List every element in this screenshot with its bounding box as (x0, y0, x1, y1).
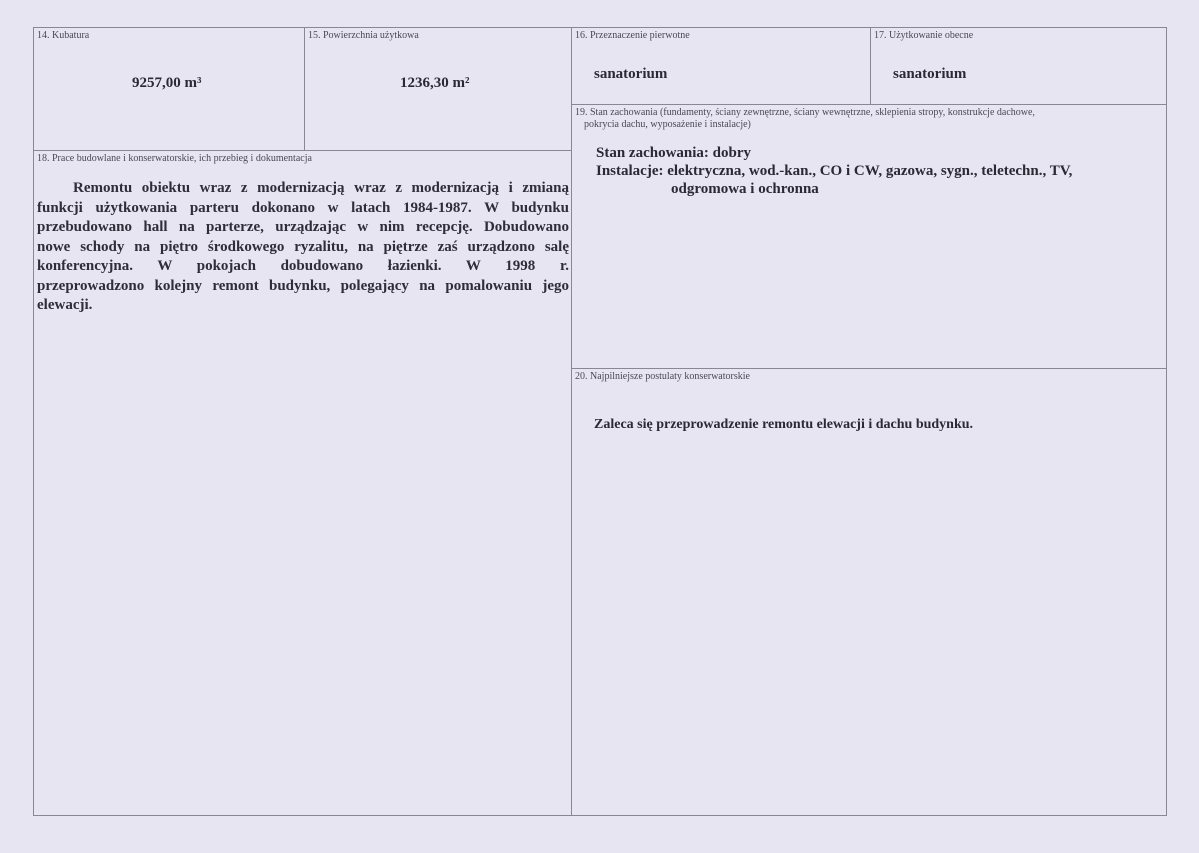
field-20-postulaty (571, 368, 1167, 816)
field-value: 9257,00 m³ (132, 75, 202, 91)
field-label: 18. Prace budowlane i konserwatorskie, ich przebieg i dokumentacja (37, 153, 312, 164)
field-label: 17. Użytkowanie obecne (874, 30, 974, 41)
installations-text-cont: odgromowa i ochronna (671, 181, 819, 197)
field-label: 15. Powierzchnia użytkowa (308, 30, 419, 41)
condition-text: Stan zachowania: dobry (596, 145, 752, 161)
text-line: Remontu obiektu wraz z modernizacją wraz z modernizacją i zmianą (73, 180, 569, 196)
field-17-uzytkowanie (870, 27, 1167, 105)
installations-text: Instalacje: elektryczna, wod.-kan., CO i CW, gazowa, sygn., teletechn., TV, (596, 163, 1073, 179)
field-label: 20. Najpilniejsze postulaty konserwatorskie (575, 371, 750, 382)
field-label: 16. Przeznaczenie pierwotne (575, 30, 690, 41)
field-14-kubatura (33, 27, 305, 151)
text-line: konferencyjna. W pokojach dobudowano łazienki. W 1998 r. (37, 258, 569, 274)
field-value: 1236,30 m² (400, 75, 470, 91)
field-text (37, 179, 569, 316)
field-label: 19. Stan zachowania (fundamenty, ściany zewnętrzne, ściany wewnętrzne, sklepienia stropy, konstrukcje dachowe, (575, 107, 1035, 118)
field-label: 14. Kubatura (37, 30, 90, 41)
field-value: Zaleca się przeprowadzenie remontu elewacji i dachu budynku. (594, 417, 974, 432)
field-15-powierzchnia (304, 27, 572, 151)
field-16-przeznaczenie (571, 27, 871, 105)
field-19-stan-zachowania (571, 104, 1167, 369)
field-18-prace (33, 150, 572, 816)
field-value: sanatorium (594, 66, 668, 82)
text-line: przeprowadzono kolejny remont budynku, polegający na pomalowaniu jego (37, 277, 569, 294)
field-label-cont: pokrycia dachu, wyposażenie i instalacje) (584, 119, 751, 130)
text-line: elewacji. (37, 297, 93, 313)
field-value: sanatorium (893, 66, 967, 82)
text-line: przebudowano hall na parterze, urządzając w nim recepcję. Dobudowano (37, 219, 569, 235)
text-line: nowe schody na piętro środkowego ryzalitu, na piętrze zaś urządzono salę (37, 238, 569, 255)
text-line: funkcji użytkowania parteru dokonano w latach 1984-1987. W budynku (37, 199, 569, 216)
